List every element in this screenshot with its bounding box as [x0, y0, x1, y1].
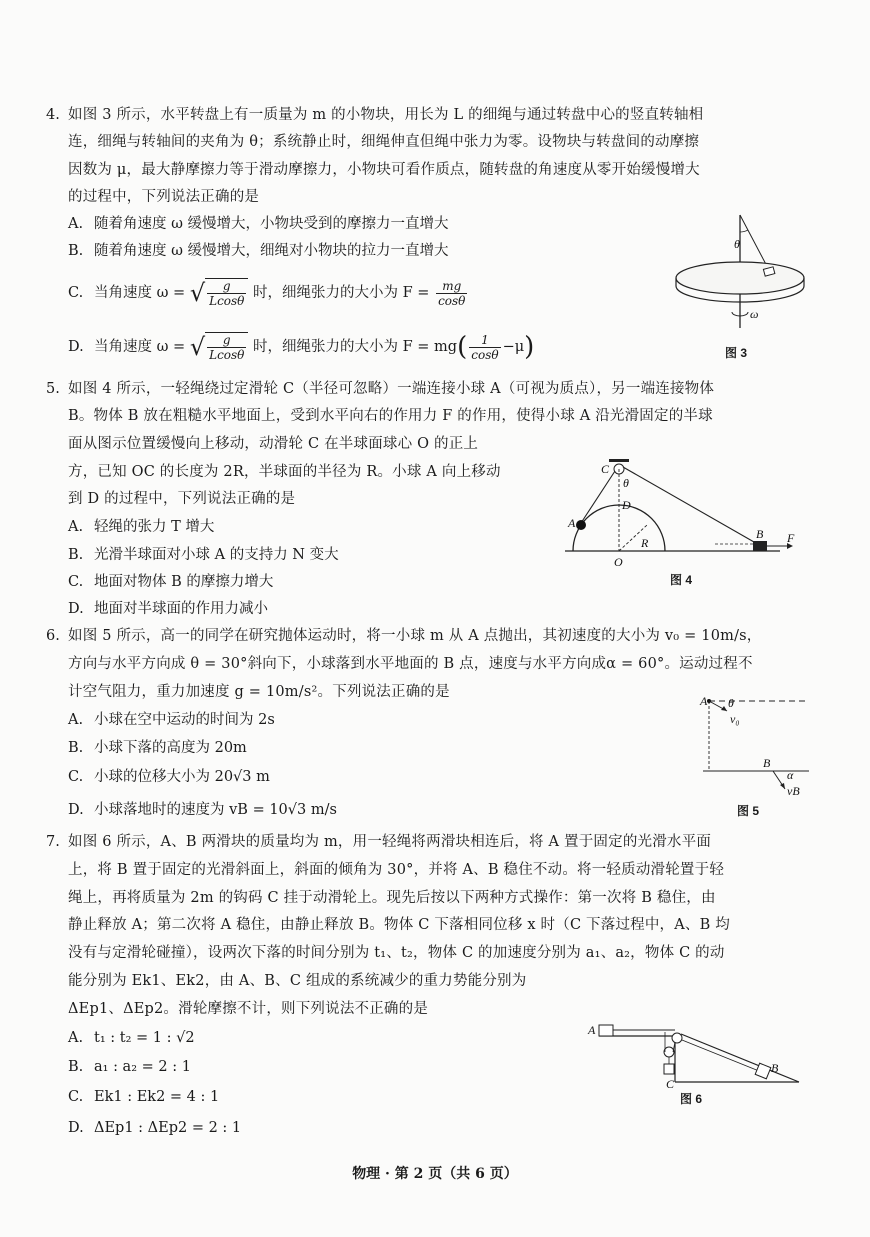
- q5-option-b: B. 光滑半球面对小球 A 的支持力 N 变大: [68, 547, 339, 563]
- fig4-label-theta: θ: [623, 476, 629, 490]
- fig6-label-b: B: [771, 1061, 779, 1075]
- q4-option-d: D. 当角速度 ω = √ $\frac{g}{Lcos\theta}$ 时，细绳张力的大小为 F = mg( $\frac{1}{\cos\theta}$ −μ): [68, 332, 535, 362]
- figure-4-hemisphere: [565, 455, 805, 575]
- q5-line-1: 如图 4 所示，一轻绳绕过定滑轮 C（半径可忽略）一端连接小球 A（可视为质点），另一端连接物体: [68, 381, 715, 397]
- q7-option-c: C. Ek1 : Ek2 = 4 : 1: [68, 1089, 220, 1105]
- q4-option-c: C. 当角速度 ω = √ $\frac{g}{Lcos\theta}$ 时，细绳张力的大小为 F = $\frac{mg}{\cos\theta}$: [68, 278, 466, 308]
- figure-6-caption: 图 6: [680, 1092, 703, 1106]
- figure-3-caption: 图 3: [725, 346, 748, 360]
- fig3-omega-label: ω: [750, 307, 759, 321]
- figure-5-projectile: [697, 693, 817, 798]
- q7-number: 7.: [46, 834, 60, 850]
- page-footer: 物理 · 第 2 页（共 6 页）: [352, 1166, 518, 1182]
- q4-option-b: B. 随着角速度 ω 缓慢增大，细绳对小物块的拉力一直增大: [68, 243, 449, 259]
- q7-line-1: 如图 6 所示，A、B 两滑块的质量均为 m，用一轻绳将两滑块相连后，将 A 置于固定的光滑水平面: [68, 834, 712, 850]
- fig3-theta-label: θ: [734, 237, 740, 251]
- q5-option-d: D. 地面对半球面的作用力减小: [68, 601, 268, 617]
- q4-line-3: 因数为 μ，最大静摩擦力等于滑动摩擦力，小物块可看作质点，随转盘的角速度从零开始缓慢增大: [68, 162, 700, 178]
- fig4-label-a: A: [568, 516, 576, 530]
- fig4-label-r: R: [641, 536, 649, 550]
- fig5-label-b: B: [763, 756, 771, 770]
- fig5-label-v0: v₀: [730, 712, 740, 726]
- fig4-label-d: D: [622, 498, 631, 512]
- q7-option-b: B. a₁ : a₂ = 2 : 1: [68, 1059, 191, 1075]
- q6-option-d: D. 小球落地时的速度为 vB = 10√3 m/s: [68, 802, 337, 818]
- q5-line-4: 方，已知 OC 的长度为 2R，半球面的半径为 R。小球 A 向上移动: [68, 464, 501, 480]
- fig4-label-b: B: [756, 527, 764, 541]
- q6-option-a: A. 小球在空中运动的时间为 2s: [68, 712, 275, 728]
- q5-line-2: B。物体 B 放在粗糙水平地面上，受到水平向右的作用力 F 的作用，使得小球 A 沿光滑固定的半球: [68, 408, 713, 424]
- q7-line-7: ΔEp1、ΔEp2。滑轮摩擦不计，则下列说法不正确的是: [68, 1001, 429, 1017]
- q4-line-1: 如图 3 所示，水平转盘上有一质量为 m 的小物块，用长为 L 的细绳与通过转盘中心的竖直转轴相: [68, 107, 704, 123]
- q6-option-b: B. 小球下落的高度为 20m: [68, 740, 247, 756]
- fig4-label-f: F: [787, 531, 795, 545]
- q4-line-4: 的过程中，下列说法正确的是: [68, 189, 260, 205]
- q6-line-3: 计空气阻力，重力加速度 g = 10m/s²。下列说法正确的是: [68, 684, 450, 700]
- fig4-label-o: O: [614, 555, 623, 569]
- fig6-label-a: A: [588, 1023, 596, 1037]
- q4-option-a: A. 随着角速度 ω 缓慢增大，小物块受到的摩擦力一直增大: [68, 216, 449, 232]
- q5-number: 5.: [46, 381, 60, 397]
- q5-line-3: 面从图示位置缓慢向上移动，动滑轮 C 在半球面球心 O 的正上: [68, 436, 479, 452]
- figure-3-turntable: [670, 210, 820, 350]
- q7-line-5: 没有与定滑轮碰撞），设两次下落的时间分别为 t₁、t₂，物体 C 的加速度分别为 a₁、a₂，物体 C 的动: [68, 945, 725, 961]
- figure-5-caption: 图 5: [737, 804, 760, 818]
- q5-option-c: C. 地面对物体 B 的摩擦力增大: [68, 574, 274, 590]
- q5-option-a: A. 轻绳的张力 T 增大: [68, 519, 215, 535]
- q6-number: 6.: [46, 628, 60, 644]
- fig4-label-c: C: [601, 462, 610, 476]
- q6-line-1: 如图 5 所示，高一的同学在研究抛体运动时，将一小球 m 从 A 点抛出，其初速度的大小为 v₀ = 10m/s，: [68, 628, 762, 644]
- q7-line-6: 能分别为 Ek1、Ek2，由 A、B、C 组成的系统减少的重力势能分别为: [68, 973, 527, 989]
- q7-line-2: 上，将 B 置于固定的光滑斜面上，斜面的倾角为 30°，并将 A、B 稳住不动。将一轻质动滑轮置于轻: [68, 862, 725, 878]
- q4-line-2: 连，细绳与转轴间的夹角为 θ；系统静止时，细绳伸直但绳中张力为零。设物块与转盘间的动摩擦: [68, 134, 700, 150]
- figure-4-caption: 图 4: [670, 573, 693, 587]
- q5-line-5: 到 D 的过程中，下列说法正确的是: [68, 491, 296, 507]
- q7-line-4: 静止释放 A；第二次将 A 稳住，由静止释放 B。物体 C 下落相同位移 x 时（C 下落过程中，A、B 均: [68, 917, 730, 933]
- q7-option-d: D. ΔEp1 : ΔEp2 = 2 : 1: [68, 1120, 242, 1136]
- fig5-label-theta: θ: [728, 696, 734, 710]
- fig5-label-alpha: α: [787, 768, 794, 782]
- fig6-label-c: C: [666, 1077, 675, 1091]
- q7-option-a: A. t₁ : t₂ = 1 : √2: [68, 1030, 195, 1046]
- q4-number: 4.: [46, 107, 60, 123]
- q7-line-3: 绳上，再将质量为 2m 的钩码 C 挂于动滑轮上。现先后按以下两种方式操作：第一次将 B 稳住，由: [68, 890, 716, 906]
- fig5-label-a: A: [700, 694, 708, 708]
- q6-option-c: C. 小球的位移大小为 20√3 m: [68, 769, 270, 785]
- q6-line-2: 方向与水平方向成 θ = 30°斜向下，小球落到水平地面的 B 点，速度与水平方向成α = 60°。运动过程不: [68, 656, 753, 672]
- fig5-label-vb: vB: [787, 784, 800, 798]
